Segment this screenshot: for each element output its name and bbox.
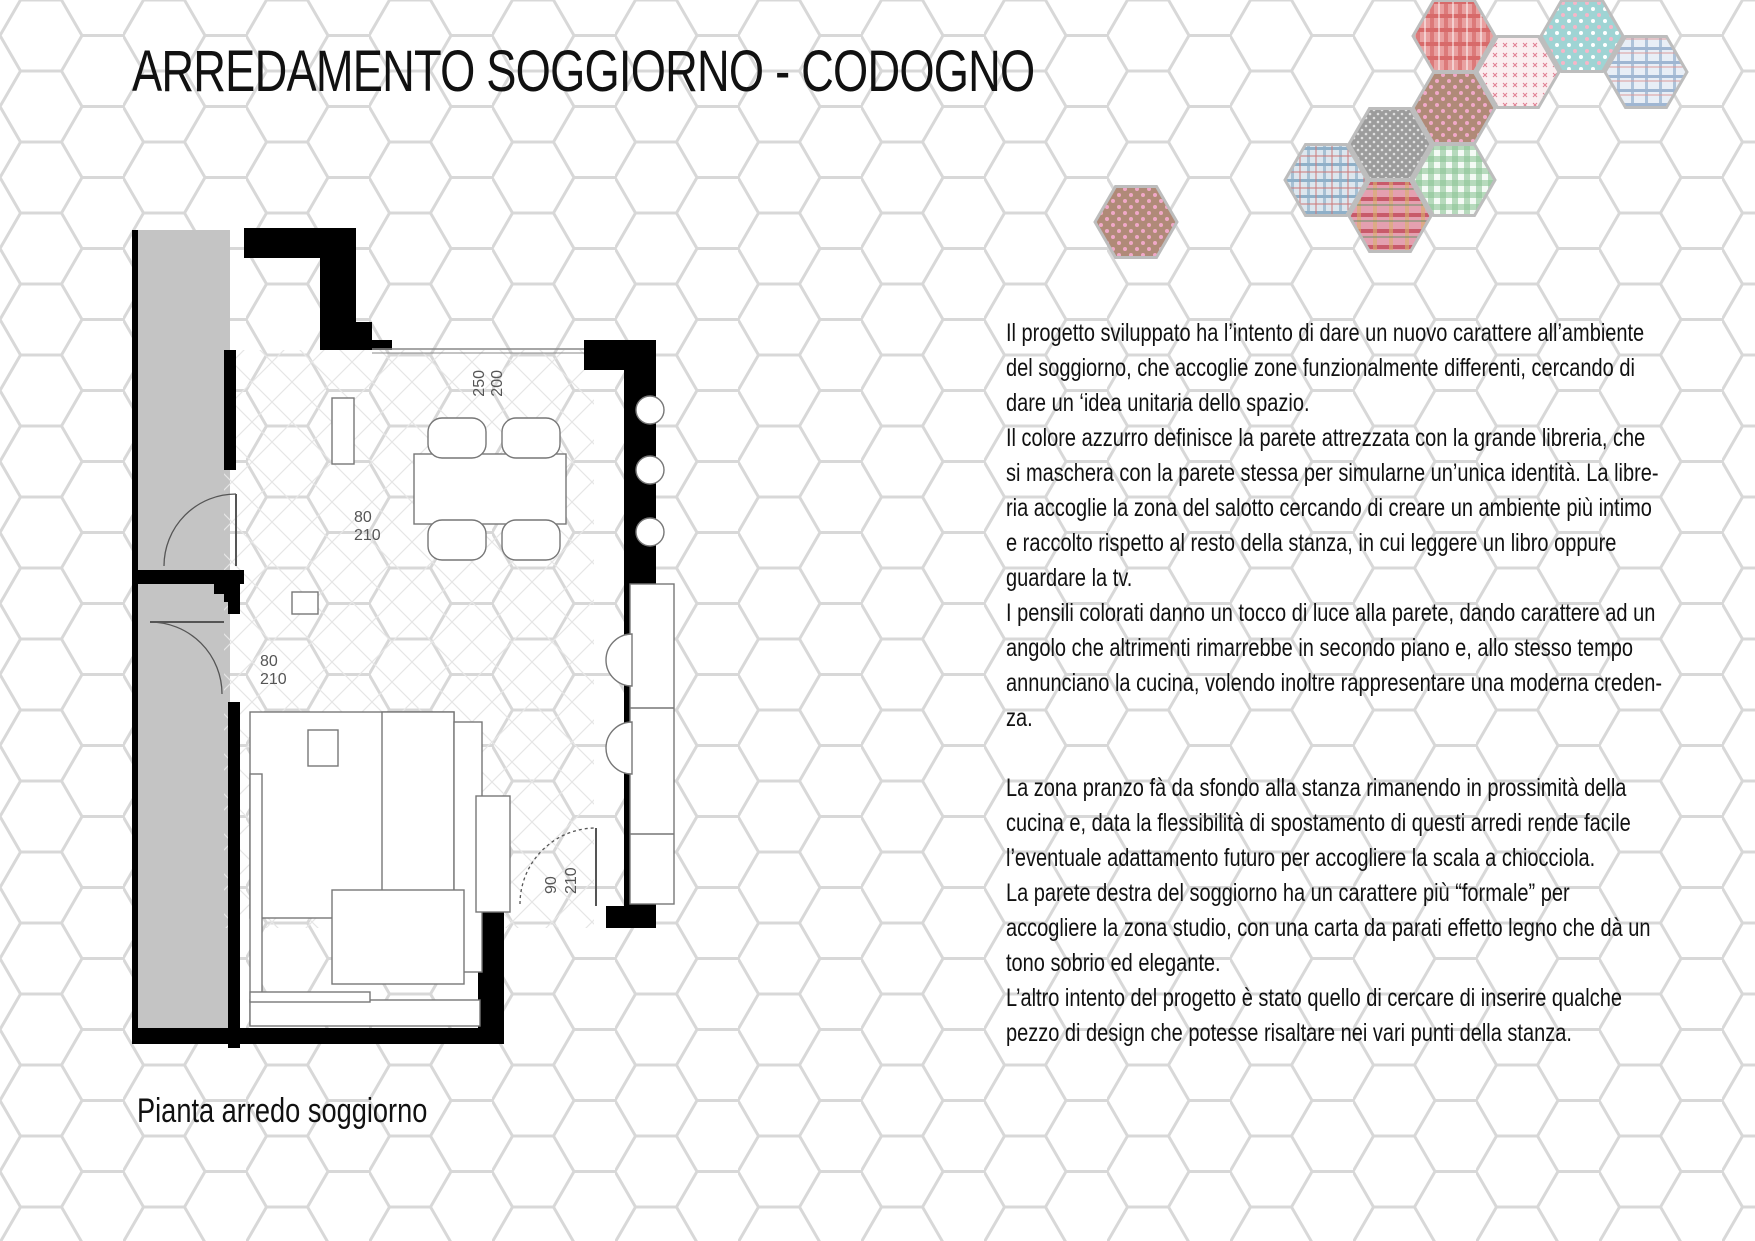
description-line: za. xyxy=(1006,704,1033,732)
brown-dots-single-swatch xyxy=(1095,187,1177,258)
description-paragraph-b xyxy=(1006,771,1670,1051)
description-line: La zona pranzo fà da sfondo alla stanza rimanendo in prossimità della xyxy=(1006,774,1627,802)
description-paragraph-a xyxy=(1006,316,1670,736)
dim-door-bottom-90: 90 xyxy=(543,876,560,894)
dim-door-upper-210: 210 xyxy=(354,527,381,544)
dim-door-lower-210: 210 xyxy=(260,671,287,688)
dim-door-upper-80: 80 xyxy=(354,509,372,526)
dim-window-250: 250 xyxy=(471,370,488,397)
dim-door-bottom-210: 210 xyxy=(563,867,580,894)
plan-caption: Pianta arredo soggiorno xyxy=(137,1092,428,1130)
description-line: e raccolto rispetto al resto della stanza, in cui leggere un libro oppure xyxy=(1006,529,1617,557)
description-line: l’eventuale adattamento futuro per accogliere la scala a chiocciola. xyxy=(1006,844,1596,872)
description-line: annunciano la cucina, volendo inoltre rappresentare una moderna creden- xyxy=(1006,669,1662,697)
living-room-furniture xyxy=(250,712,510,1026)
living-room-floor-plan xyxy=(132,222,702,1052)
description-line: dare un ‘idea unitaria dello spazio. xyxy=(1006,389,1310,417)
description-line: cucina e, data la flessibilità di spostamento di questi arredi rende facile xyxy=(1006,809,1631,837)
dim-window-200: 200 xyxy=(489,370,506,397)
fabric-swatch-cluster xyxy=(1080,0,1700,280)
description-line: L’altro intento del progetto è stato quello di cercare di inserire qualche xyxy=(1006,984,1622,1012)
page-title: ARREDAMENTO SOGGIORNO - CODOGNO xyxy=(132,39,1035,104)
description-line: si maschera con la parete stessa per simularne un’unica identità. La libre- xyxy=(1006,459,1659,487)
description-line: ria accoglie la zona del salotto cercando di creare un ambiente più intimo xyxy=(1006,494,1652,522)
description-line: pezzo di design che potesse risaltare nei vari punti della stanza. xyxy=(1006,1019,1572,1047)
description-line: accogliere la zona studio, con una carta da parati effetto legno che dà un xyxy=(1006,914,1651,942)
description-line: Il colore azzurro definisce la parete attrezzata con la grande libreria, che xyxy=(1006,424,1646,452)
description-line: I pensili colorati danno un tocco di luce alla parete, dando carattere ad un xyxy=(1006,599,1656,627)
description-line: Il progetto sviluppato ha l’intento di dare un nuovo carattere all’ambiente xyxy=(1006,319,1645,347)
description-line: guardare la tv. xyxy=(1006,564,1133,592)
description-line: tono sobrio ed elegante. xyxy=(1006,949,1221,977)
description-line: del soggiorno, che accoglie zone funzionalmente differenti, cercando di xyxy=(1006,354,1635,382)
project-description xyxy=(1006,316,1670,1051)
description-line: angolo che altrimenti rimarrebbe in secondo piano e, allo stesso tempo xyxy=(1006,634,1634,662)
dim-door-lower-80: 80 xyxy=(260,653,278,670)
kitchen-counter xyxy=(606,584,674,904)
stools xyxy=(636,396,664,546)
description-line: La parete destra del soggiorno ha un carattere più “formale” per xyxy=(1006,879,1570,907)
